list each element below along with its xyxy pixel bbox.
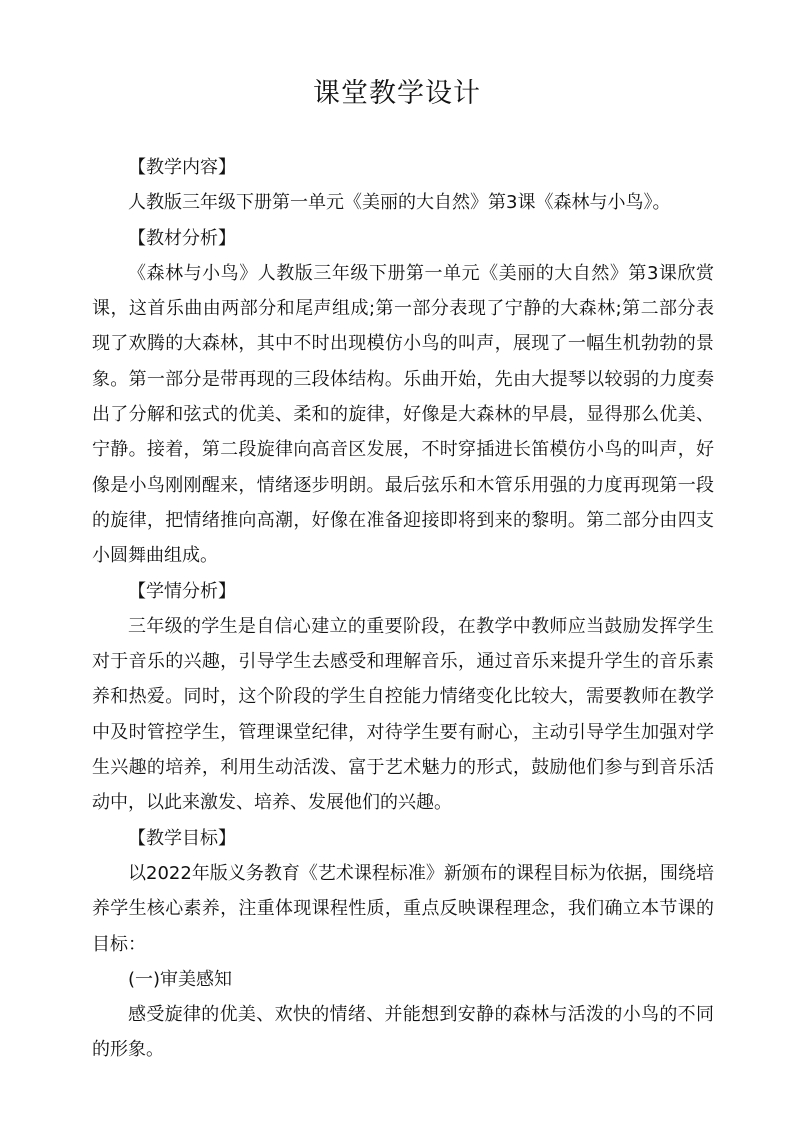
paragraph-aesthetic-perception: 感受旋律的优美、欢快的情绪、并能想到安静的森林与活泼的小鸟的不同的形象。 xyxy=(92,1004,714,1061)
paragraph-teaching-content: 人教版三年级下册第一单元《美丽的大自然》第3课《森林与小鸟》。 xyxy=(128,192,671,214)
paragraph-teaching-goals: 以2022年版义务教育《艺术课程标准》新颁布的课程目标为依据，围绕培养学生核心素养，注重体现课程性质，重点反映课程理念，我们确立本节课的目标： xyxy=(92,862,714,955)
paragraph-student-analysis: 三年级的学生是自信心建立的重要阶段，在教学中教师应当鼓励发挥学生对于音乐的兴趣，引导学生去感受和理解音乐，通过音乐来提升学生的音乐素养和热爱。同时，这个阶段的学生自控能力情绪变化比较大，需要教师在教学中及时管控学生，管理课堂纪律，对待学生要有耐心，主动引导学生加强对学生兴趣的培养，利用生动活泼、富于艺术魅力的形式，鼓励他们参与到音乐活动中，以此来激发、培养、发展他们的兴趣。 xyxy=(92,615,714,814)
section-heading-teaching-content: 【教学内容】 xyxy=(128,157,236,178)
subheading-aesthetic-perception: (一)审美感知 xyxy=(128,968,233,990)
section-heading-student-analysis: 【学情分析】 xyxy=(128,580,236,602)
document-body xyxy=(92,150,714,1068)
document-title: 课堂教学设计 xyxy=(313,78,481,109)
paragraph-material-analysis: 《森林与小鸟》人教版三年级下册第一单元《美丽的大自然》第3课欣赏课，这首乐曲由两部分和尾声组成;第一部分表现了宁静的大森林;第二部分表现了欢腾的大森林，其中不时出现模仿小鸟的叫声，展现了一幅生机勃勃的景象。第一部分是带再现的三段体结构。乐曲开始，先由大提琴以较弱的力度奏出了分解和弦式的优美、柔和的旋律，好像是大森林的早晨，显得那么优美、宁静。接着，第二段旋律向高音区发展，不时穿插进长笛模仿小鸟的叫声，好像是小鸟刚刚醒来，情绪逐步明朗。最后弦乐和木管乐用强的力度再现第一段的旋律，把情绪推向高潮，好像在准备迎接即将到来的黎明。第二部分由四支小圆舞曲组成。 xyxy=(92,262,714,567)
section-heading-material-analysis: 【教材分析】 xyxy=(128,227,236,249)
section-heading-teaching-goals: 【教学目标】 xyxy=(128,827,236,849)
